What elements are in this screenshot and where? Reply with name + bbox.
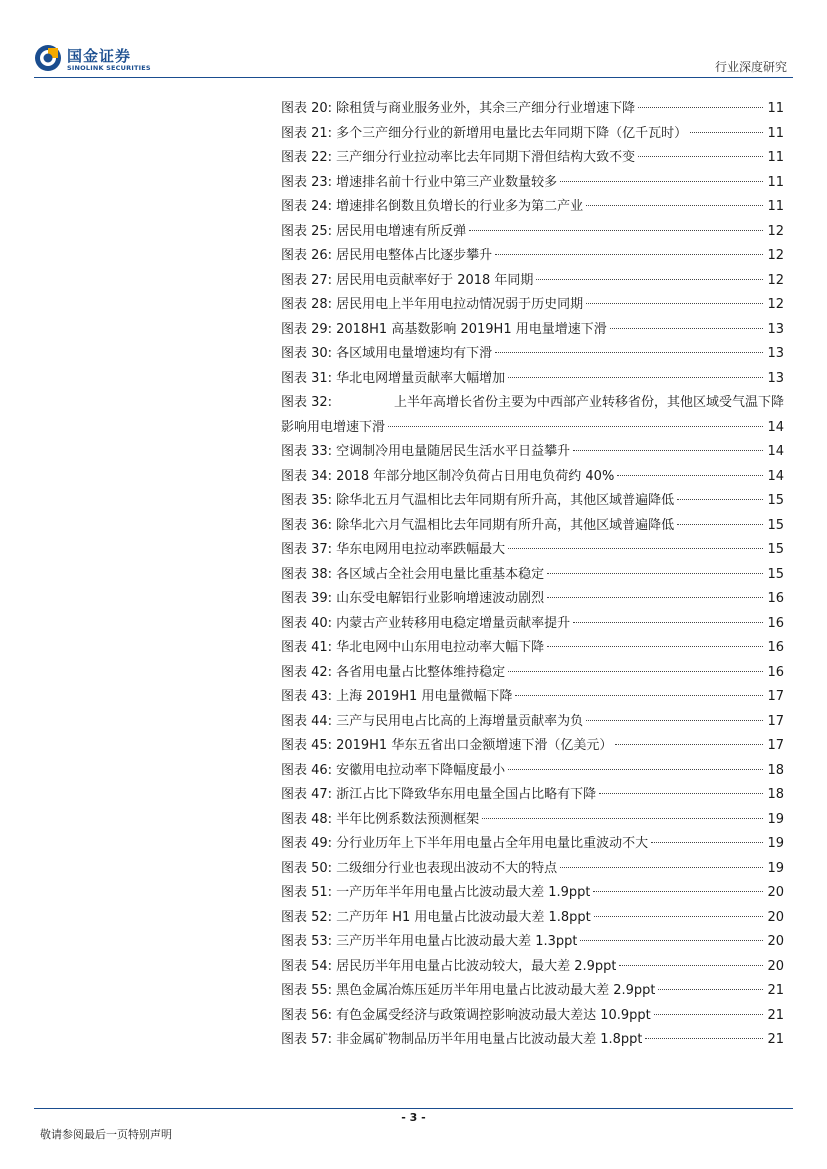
toc-page-number: 21 [767, 1007, 784, 1023]
toc-leader-dots [508, 548, 763, 549]
toc-entry[interactable] [281, 148, 784, 173]
toc-leader-dots [594, 916, 763, 917]
toc-page-number: 20 [767, 885, 784, 900]
toc-title: 2019H1 华东五省出口金额增速下滑（亿美元） [336, 738, 613, 753]
toc-title: 有色金属受经济与政策调控影响波动最大差达 10.9ppt [336, 1007, 651, 1023]
toc-page-number: 19 [767, 860, 784, 876]
toc-leader-dots [690, 132, 763, 133]
toc-page-number: 11 [767, 150, 784, 165]
toc-label: 图表 33: [281, 444, 333, 459]
toc-label: 图表 55: [281, 983, 333, 998]
toc-leader-dots [580, 940, 763, 941]
logo-chinese-name: 国金证券 [67, 47, 132, 65]
toc-title: 各区域占全社会用电量比重基本稳定 [336, 566, 545, 582]
toc-page-number: 12 [767, 297, 784, 312]
toc-leader-dots [615, 744, 763, 745]
toc-leader-dots [573, 450, 763, 451]
toc-label: 图表 56: [281, 1007, 333, 1023]
toc-entry[interactable] [281, 785, 784, 810]
toc-entry[interactable] [281, 712, 784, 737]
toc-label: 图表 42: [281, 664, 333, 680]
header-divider [34, 77, 793, 78]
toc-entry[interactable] [281, 614, 784, 639]
toc-leader-dots [599, 793, 763, 794]
toc-label: 图表 48: [281, 811, 333, 827]
toc-page-number: 13 [767, 321, 784, 337]
toc-title: 居民用电增速有所反弹 [336, 223, 467, 239]
toc-page-number: 14 [767, 468, 784, 484]
toc-leader-dots [638, 156, 763, 157]
toc-entry[interactable] [281, 1006, 784, 1031]
toc-label: 图表 57: [281, 1032, 333, 1047]
toc-label: 图表 45: [281, 738, 333, 753]
toc-page-number: 16 [767, 640, 784, 655]
toc-page-number: 16 [767, 664, 784, 680]
toc-title: 华北电网中山东用电拉动率大幅下降 [336, 640, 545, 655]
toc-title: 居民历半年用电量占比波动较大，最大差 2.9ppt [336, 958, 617, 974]
toc-page-number: 14 [767, 444, 784, 459]
footer-disclaimer: 敬请参阅最后一页特别声明 [40, 1128, 172, 1141]
toc-entry[interactable] [281, 932, 784, 957]
page-number: - 3 - [401, 1111, 426, 1124]
toc-label: 图表 23: [281, 174, 333, 190]
toc-leader-dots [547, 597, 763, 598]
toc-label: 图表 49: [281, 836, 333, 851]
toc-title: 2018H1 高基数影响 2019H1 用电量增速下滑 [336, 321, 607, 337]
toc-title: 半年比例系数法预测框架 [336, 811, 480, 827]
toc-title: 三产细分行业拉动率比去年同期下滑但结构大致不变 [336, 150, 636, 165]
footer-divider [34, 1108, 793, 1109]
toc-page-number: 15 [767, 566, 784, 582]
toc-leader-dots [619, 965, 763, 966]
toc-entry[interactable] [281, 222, 784, 247]
page-header [0, 0, 827, 80]
logo-english-name: SINOLINK SECURITIES [67, 64, 151, 72]
toc-title: 分行业历年上下半年用电量占全年用电量比重波动不大 [336, 836, 649, 851]
toc-leader-dots [508, 769, 763, 770]
toc-entry[interactable] [281, 638, 784, 663]
toc-label: 图表 25: [281, 223, 333, 239]
toc-leader-dots [560, 181, 763, 182]
toc-label: 图表 41: [281, 640, 333, 655]
toc-page-number: 14 [767, 419, 784, 435]
toc-leader-dots [651, 842, 763, 843]
toc-title: 浙江占比下降致华东用电量全国占比略有下降 [336, 787, 597, 802]
toc-leader-dots [645, 1038, 763, 1039]
toc-leader-dots [495, 352, 763, 353]
toc-label: 图表 38: [281, 566, 333, 582]
toc-entry[interactable] [281, 736, 784, 761]
toc-page-number: 18 [767, 762, 784, 778]
toc-leader-dots [573, 622, 763, 623]
toc-page-number: 11 [767, 101, 784, 116]
toc-page-number: 21 [767, 1032, 784, 1047]
toc-entry[interactable] [281, 810, 784, 835]
toc-page-number: 20 [767, 934, 784, 949]
toc-label: 图表 52: [281, 909, 333, 925]
toc-leader-dots [388, 426, 763, 427]
toc-leader-dots [515, 695, 763, 696]
toc-title: 三产历半年用电量占比波动最大差 1.3ppt [336, 934, 578, 949]
toc-title: 各省用电量占比整体维持稳定 [336, 664, 506, 680]
toc-entry[interactable] [281, 834, 784, 859]
toc-page-number: 11 [767, 174, 784, 190]
toc-leader-dots [638, 107, 763, 108]
toc-entry[interactable] [281, 393, 784, 442]
toc-label: 图表 24: [281, 199, 333, 214]
toc-entry[interactable] [281, 246, 784, 271]
toc-page-number: 12 [767, 272, 784, 288]
report-type: 行业深度研究 [714, 60, 787, 74]
toc-entry[interactable] [281, 320, 784, 345]
toc-label: 图表 32: [281, 395, 333, 410]
toc-page-number: 11 [767, 199, 784, 214]
toc-title: 内蒙古产业转移用电稳定增量贡献率提升 [336, 615, 571, 631]
toc-entry[interactable] [281, 491, 784, 516]
toc-page-number: 17 [767, 689, 784, 704]
toc-label: 图表 29: [281, 321, 333, 337]
toc-label: 图表 54: [281, 958, 333, 974]
toc-entry[interactable] [281, 957, 784, 982]
toc-title: 多个三产细分行业的新增用电量比去年同期下降（亿千瓦时） [336, 125, 688, 141]
toc-label: 图表 40: [281, 615, 333, 631]
toc-leader-dots [547, 646, 763, 647]
toc-page-number: 16 [767, 615, 784, 631]
toc-label: 图表 44: [281, 713, 333, 729]
toc-title: 除华北六月气温相比去年同期有所升高，其他区域普遍降低 [336, 517, 675, 533]
toc-label: 图表 46: [281, 762, 333, 778]
toc-leader-dots [617, 475, 763, 476]
toc-page-number: 20 [767, 958, 784, 974]
toc-page-number: 16 [767, 591, 784, 606]
toc-title: 居民用电整体占比逐步攀升 [336, 248, 493, 263]
toc-label: 图表 34: [281, 468, 333, 484]
toc-title: 三产与民用电占比高的上海增量贡献率为负 [336, 713, 584, 729]
toc-entry[interactable] [281, 565, 784, 590]
toc-label: 图表 20: [281, 101, 333, 116]
toc-title: 空调制冷用电量随居民生活水平日益攀升 [336, 444, 571, 459]
toc-title: 除租赁与商业服务业外，其余三产细分行业增速下降 [336, 101, 636, 116]
toc-title: 上半年高增长省份主要为中西部产业转移省份，其他区域受气温下降 [393, 395, 784, 410]
toc-label: 图表 22: [281, 150, 333, 165]
toc-leader-dots [469, 230, 763, 231]
toc-leader-dots [547, 573, 763, 574]
toc-entry[interactable] [281, 124, 784, 149]
toc-leader-dots [482, 818, 763, 819]
toc-title: 2018 年部分地区制冷负荷占日用电负荷约 40% [336, 468, 615, 484]
toc-title: 山东受电解铝行业影响增速波动剧烈 [336, 591, 545, 606]
toc-label: 图表 50: [281, 860, 333, 876]
toc-label: 图表 53: [281, 934, 333, 949]
sinolink-logo-icon [34, 44, 62, 72]
toc-page-number: 11 [767, 125, 784, 141]
toc-page-number: 21 [767, 983, 784, 998]
toc-label: 图表 43: [281, 689, 333, 704]
company-logo [34, 42, 174, 78]
toc-leader-dots [586, 303, 763, 304]
toc-label: 图表 36: [281, 517, 333, 533]
toc-page-number: 19 [767, 836, 784, 851]
toc-leader-dots [560, 867, 763, 868]
toc-leader-dots [586, 205, 763, 206]
toc-page-number: 18 [767, 787, 784, 802]
toc-page-number: 17 [767, 738, 784, 753]
toc-title: 增速排名前十行业中第三产业数量较多 [336, 174, 558, 190]
toc-leader-dots [586, 720, 763, 721]
toc-page-number: 20 [767, 909, 784, 925]
toc-entry[interactable] [281, 589, 784, 614]
toc-entry[interactable] [281, 516, 784, 541]
toc-entry[interactable] [281, 467, 784, 492]
toc-entry[interactable] [281, 369, 784, 394]
toc-page-number: 15 [767, 517, 784, 533]
toc-title: 华北电网增量贡献率大幅增加 [336, 370, 506, 386]
toc-entry[interactable] [281, 663, 784, 688]
table-of-figures [281, 99, 784, 1055]
toc-title: 上海 2019H1 用电量微幅下降 [336, 689, 513, 704]
toc-label: 图表 30: [281, 346, 333, 361]
toc-page-number: 12 [767, 248, 784, 263]
toc-leader-dots [677, 524, 763, 525]
toc-label: 图表 21: [281, 125, 333, 141]
toc-title: 二产历年 H1 用电量占比波动最大差 1.8ppt [336, 909, 591, 925]
toc-entry[interactable] [281, 442, 784, 467]
toc-title: 居民用电上半年用电拉动情况弱于历史同期 [336, 297, 584, 312]
toc-leader-dots [536, 279, 763, 280]
toc-label: 图表 27: [281, 272, 333, 288]
toc-entry[interactable] [281, 295, 784, 320]
toc-title: 非金属矿物制品历半年用电量占比波动最大差 1.8ppt [336, 1032, 643, 1047]
toc-page-number: 15 [767, 542, 784, 557]
toc-entry[interactable] [281, 981, 784, 1006]
toc-page-number: 12 [767, 223, 784, 239]
toc-page-number: 13 [767, 346, 784, 361]
toc-entry[interactable] [281, 197, 784, 222]
toc-label: 图表 39: [281, 591, 333, 606]
toc-entry[interactable] [281, 540, 784, 565]
toc-title: 各区域用电量增速均有下滑 [336, 346, 493, 361]
toc-entry[interactable] [281, 761, 784, 786]
toc-entry[interactable] [281, 883, 784, 908]
toc-title: 黑色金属冶炼压延历半年用电量占比波动最大差 2.9ppt [336, 983, 656, 998]
toc-label: 图表 47: [281, 787, 333, 802]
toc-leader-dots [508, 377, 763, 378]
toc-leader-dots [677, 499, 763, 500]
toc-entry[interactable] [281, 687, 784, 712]
toc-entry[interactable] [281, 859, 784, 884]
toc-title: 一产历年半年用电量占比波动最大差 1.9ppt [336, 885, 591, 900]
toc-title: 除华北五月气温相比去年同期有所升高，其他区域普遍降低 [336, 493, 675, 508]
toc-entry[interactable] [281, 344, 784, 369]
toc-entry[interactable] [281, 908, 784, 933]
toc-label: 图表 28: [281, 297, 333, 312]
toc-title: 安徽用电拉动率下降幅度最小 [336, 762, 506, 778]
toc-title: 二级细分行业也表现出波动不大的特点 [336, 860, 558, 876]
toc-label: 图表 31: [281, 370, 333, 386]
toc-page-number: 19 [767, 811, 784, 827]
toc-page-number: 15 [767, 493, 784, 508]
toc-entry[interactable] [281, 1030, 784, 1055]
toc-title: 居民用电贡献率好于 2018 年同期 [336, 272, 534, 288]
toc-leader-dots [495, 254, 763, 255]
toc-page-number: 17 [767, 713, 784, 729]
toc-entry[interactable] [281, 99, 784, 124]
toc-leader-dots [658, 989, 763, 990]
toc-leader-dots [593, 891, 763, 892]
toc-title-continued: 影响用电增速下滑 [281, 419, 386, 435]
toc-label: 图表 37: [281, 542, 333, 557]
toc-page-number: 13 [767, 370, 784, 386]
toc-entry[interactable] [281, 173, 784, 198]
toc-label: 图表 26: [281, 248, 333, 263]
toc-leader-dots [610, 328, 763, 329]
toc-label: 图表 51: [281, 885, 333, 900]
toc-leader-dots [654, 1014, 763, 1015]
toc-title: 增速排名倒数且负增长的行业多为第二产业 [336, 199, 584, 214]
toc-title: 华东电网用电拉动率跌幅最大 [336, 542, 506, 557]
toc-label: 图表 35: [281, 493, 333, 508]
toc-leader-dots [508, 671, 763, 672]
toc-entry[interactable] [281, 271, 784, 296]
